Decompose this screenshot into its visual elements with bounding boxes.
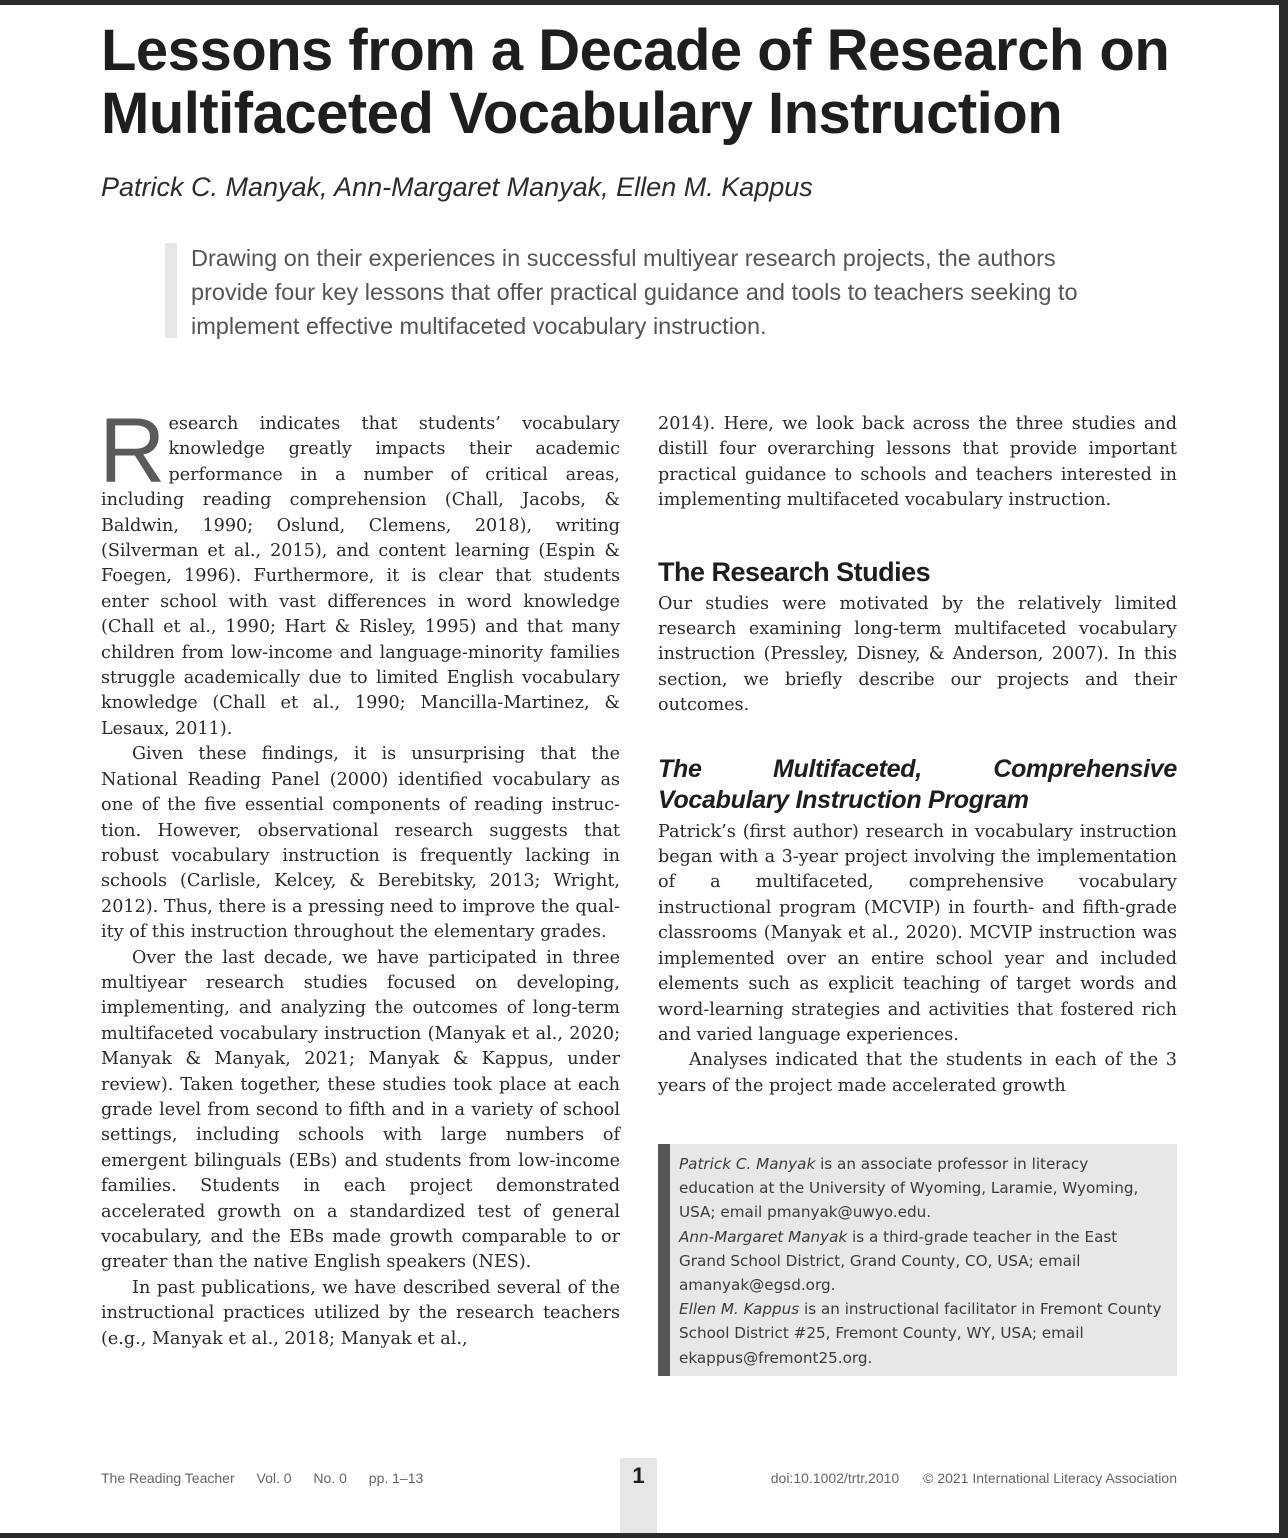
page-number: 1 [632,1463,645,1488]
left-column [99,400,620,1352]
doi: doi:10.1002/trtr.2010 [770,1470,900,1486]
paragraph: 2014). Here, we look back across the three studies and distill four overarching lessons that provide important practical guidance to schools and teachers interested in implementing multifaceted vocabulary instruction. [658,414,1177,511]
copyright: © 2021 International Literacy Association [923,1470,1177,1486]
paragraph-text: esearch indicates that students’ vocabulary knowledge greatly impacts their academic performance in a number of critical areas, including reading comprehension (Chall, Jacobs, & Baldwin, 1990; Oslund, Clemens, 2018), writing (Silverman et al., 2015), and content learning (Espin & Foegen, 1996). Furthermore, it is clear that students enter school with vast differences in word knowledge (Chall et al., 1990; Hart & Risley, 1995) and that many children from low-income and language-minority families struggle academically due to limited English vocabulary knowledge (Chall et al., 1990; Mancilla-Martinez, & Lesaux, 2011). [101,414,620,739]
paragraph: Over the last decade, we have participated in three multiyear research studies focused on developing, implementing, and analyzing the outcomes of long-term multifaceted vocabulary instruction (Manyak et al., 2020; Manyak & Manyak, 2021; Manyak & Kappus, under review). Taken together, these studies took place at each grade level from second to fifth and in a variety of school settings, including schools with large numbers of emergent bilinguals (EBs) and students from low-income families. Students in each project demonstrated accelerated growth on a standardized test of general vocabulary, and the EBs made growth comparable to or greater than the native English speakers (NES). [101,947,620,1273]
doi-info [751,1470,1177,1486]
document-page [0,5,1279,1533]
author-bio-box [658,1144,1177,1376]
bio-text: is an instructional facilitator in Fremont County School District #25, Fremont County, WY, USA; email ekappus@fremont25.org. [679,1300,1162,1367]
bio-author-name: Ann-Margaret Manyak [679,1227,848,1246]
paragraph: Analyses indicated that the students in each of the 3 years of the project made accelerated growth [658,1050,1177,1096]
paragraph: In past publications, we have described several of the instructional practices utilized by the research teachers (e.g., Manyak et al., 2018; Manyak et al., [101,1277,620,1349]
journal-name: The Reading Teacher [101,1470,235,1486]
bio-content [679,1152,1164,1370]
paragraph: Patrick’s (first author) research in vocabulary instruction began with a 3-year project involving the implementation of a multifaceted, comprehensive vocabulary instructional program (MCVIP) in fourth- and fifth-grade classrooms (Manyak et al., 2020). MCVIP instruction was implemented over an entire school year and included elements such as explicit teaching of target words and word-learning strategies and activities that fostered rich and varied language experiences. [658,821,1177,1045]
author-bio [679,1152,1164,1225]
section-heading: The Research Studies [658,556,931,587]
bio-accent-bar [658,1144,670,1376]
journal-number: No. 0 [313,1470,347,1486]
abstract-text: Drawing on their experiences in successful multiyear research projects, the authors provide four key lessons that offer practical guidance and tools to teachers seeking to implement effective multifaceted vocabulary instruction. [191,245,1078,339]
bio-text: is an associate professor in literacy education at the University of Wyoming, Laramie, Wyoming, USA; email pmanyak@uwyo.edu. [679,1155,1139,1222]
journal-volume: Vol. 0 [256,1470,292,1486]
paragraph [99,400,620,742]
paragraph: Our studies were motivated by the relatively limited research examining long-term multifaceted vocabulary instruction (Pressley, Disney, & Anderson, 2007). In this section, we briefly describe our projects and their outcomes. [658,593,1177,716]
page-footer [0,1458,1279,1533]
paragraph: Given these findings, it is unsurprising that the National Reading Panel (2000) identified vocabulary as one of the five essential components of reading instruction. However, observational research suggests that robust vocabulary instruction is frequently lacking in schools (Carlisle, Kelcey, & Berebitsky, 2013; Wright, 2012). Thus, there is a pressing need to improve the quality of this instruction throughout the elementary grades. [101,744,620,943]
author-bio [679,1297,1164,1370]
abstract-block [165,243,1125,338]
right-column [658,412,1177,1099]
bio-author-name: Patrick C. Manyak [679,1155,816,1173]
journal-pages: pp. 1–13 [368,1470,424,1486]
author-bio [679,1225,1164,1298]
subsection-heading: The Multifaceted, Comprehensive Vocabulary Instruction Program [658,754,1177,814]
page-number-tab [620,1458,657,1533]
journal-info [101,1470,441,1486]
bio-author-name: Ellen M. Kappus [679,1300,800,1319]
article-title: Lessons from a Decade of Research on Multifaceted Vocabulary Instruction [101,18,1170,146]
bio-text: is a third-grade teacher in the East Grand School District, Grand County, CO, USA; email amanyak@egsd.org. [679,1227,1118,1295]
article-authors: Patrick C. Manyak, Ann-Margaret Manyak, Ellen M. Kappus [101,172,813,202]
abstract-accent-bar [165,243,177,338]
drop-cap: R [99,400,166,502]
